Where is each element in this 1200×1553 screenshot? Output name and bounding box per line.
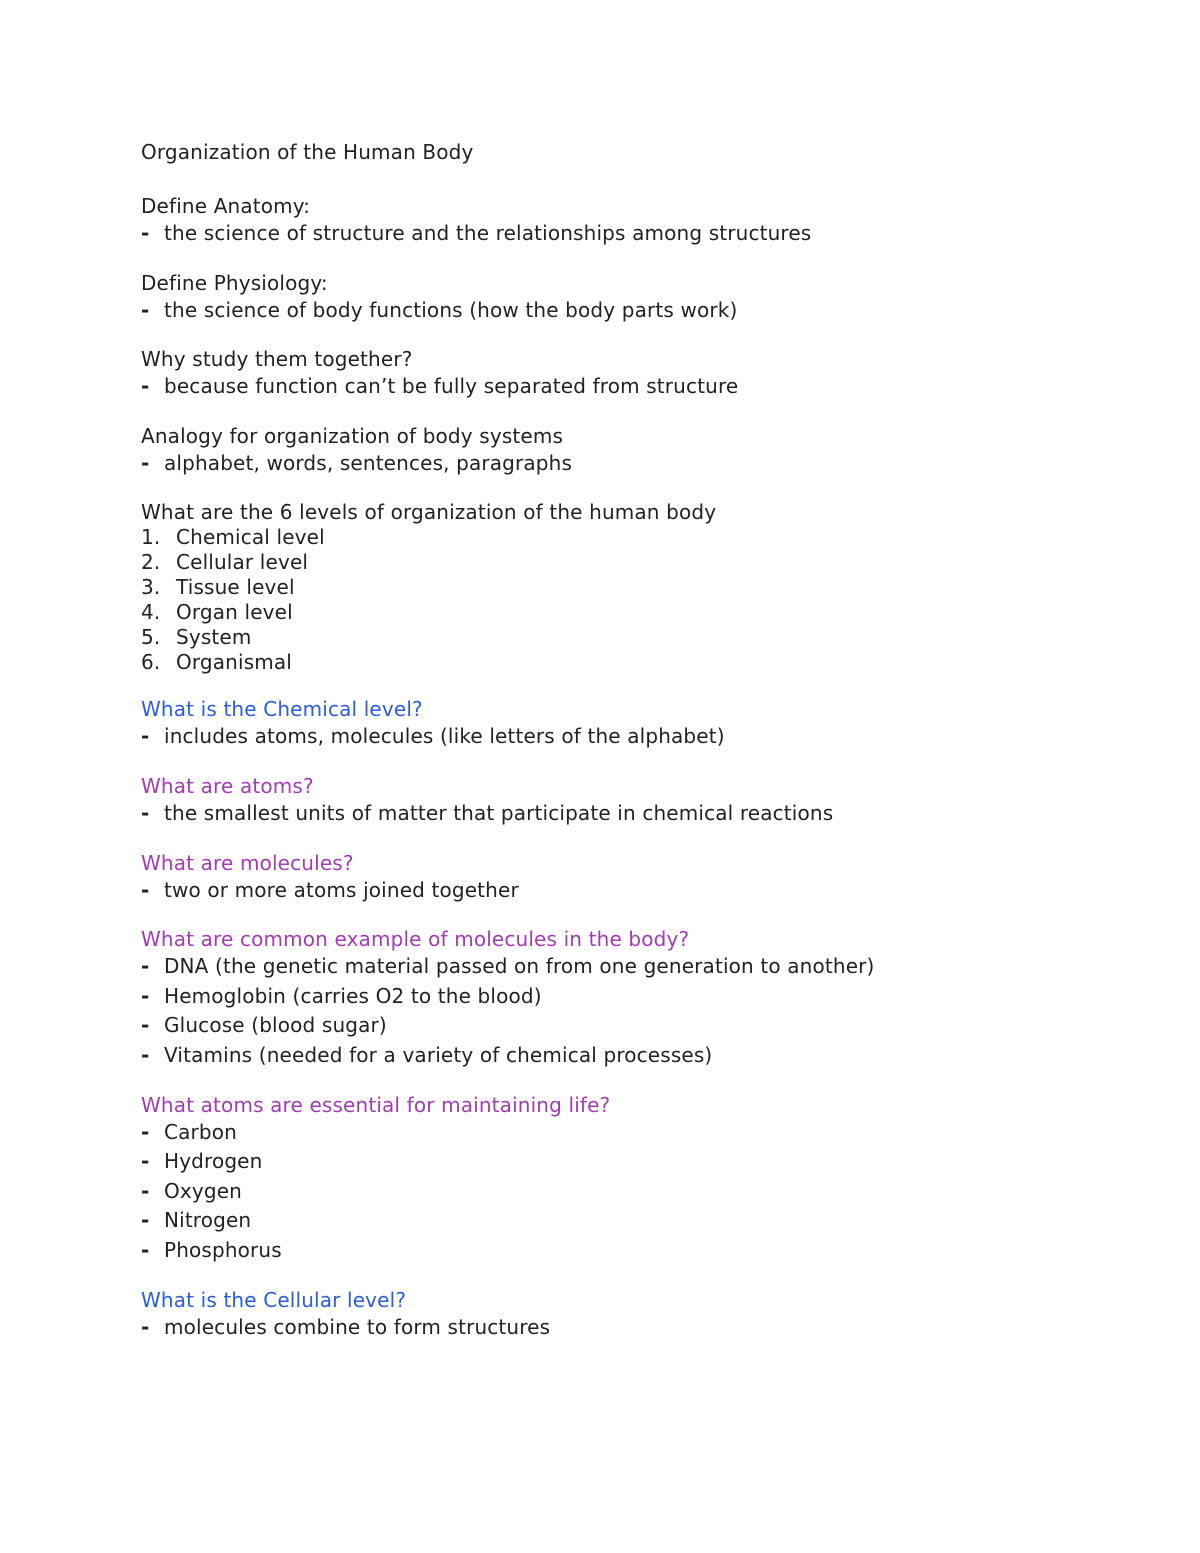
list-item [141,449,1141,479]
list-item [141,982,1141,1012]
level-item [141,650,1141,675]
list-item [141,1206,1141,1236]
list-item [141,876,1141,906]
list-item-text: because function can’t be fully separated from structure [164,374,739,399]
qa-section [141,1288,1141,1343]
list-item-text: the smallest units of matter that participate in chemical reactions [164,800,834,825]
level-text: System [176,625,252,650]
dash-bullet: - [141,1013,150,1038]
level-item [141,525,1141,550]
dash-bullet: - [141,297,150,322]
section-question: Define Anatomy: [141,194,311,218]
level-number: 3. [141,575,161,600]
list-item [141,1177,1141,1207]
qa-section [141,927,1141,1070]
level-number: 2. [141,550,161,575]
list-item-text: Nitrogen [164,1208,252,1233]
list-item-text: includes atoms, molecules (like letters of the alphabet) [164,724,725,749]
list-item-text: molecules combine to form structures [164,1314,551,1339]
level-number: 6. [141,650,161,675]
dash-bullet: - [141,724,150,749]
dash-bullet: - [141,374,150,399]
list-item-text: Carbon [164,1119,237,1144]
dash-bullet: - [141,1237,150,1262]
dash-bullet: - [141,877,150,902]
list-item-text: Phosphorus [164,1237,282,1262]
list-item-text: two or more atoms joined together [164,877,519,902]
list-item [141,1041,1141,1071]
level-text: Organismal [176,650,293,675]
section-question: What are common example of molecules in the body? [141,927,690,952]
dash-bullet: - [141,1119,150,1144]
list-item [141,1011,1141,1041]
section-question: What is the Cellular level? [141,1287,407,1312]
dash-bullet: - [141,1178,150,1203]
dash-bullet: - [141,1042,150,1067]
level-item [141,550,1141,575]
dash-bullet: - [141,800,150,825]
section-question: What is the Chemical level? [141,697,423,722]
list-item [141,219,1141,249]
list-item [141,372,1141,402]
qa-section [141,271,1141,326]
list-item [141,1313,1141,1343]
level-number: 5. [141,625,161,650]
list-item-text: DNA (the genetic material passed on from one generation to another) [164,954,875,979]
level-item [141,600,1141,625]
list-item [141,722,1141,752]
list-item-text: Glucose (blood sugar) [164,1013,387,1038]
list-item [141,952,1141,982]
levels-question: What are the 6 levels of organization of the human body [141,500,717,525]
chemical-block [141,697,1141,1342]
section-question: Analogy for organization of body systems [141,423,564,448]
list-item [141,799,1141,829]
document-page [141,140,1141,1364]
dash-bullet: - [141,1208,150,1233]
dash-bullet: - [141,983,150,1008]
dash-bullet: - [141,1314,150,1339]
level-item [141,625,1141,650]
dash-bullet: - [141,221,150,245]
dash-bullet: - [141,1149,150,1174]
document-title: Organization of the Human Body [141,140,474,164]
level-text: Cellular level [176,550,309,575]
list-item [141,1236,1141,1266]
list-item-text: Hydrogen [164,1149,263,1174]
section-question: What atoms are essential for maintaining life? [141,1092,611,1117]
definitions-block [141,194,1141,478]
level-text: Chemical level [176,525,325,550]
qa-section [141,774,1141,829]
list-item-text: Oxygen [164,1178,242,1203]
level-number: 1. [141,525,161,550]
qa-section [141,194,1141,249]
levels-section [141,500,1141,675]
section-question: What are atoms? [141,773,314,798]
level-text: Organ level [176,600,293,625]
qa-section [141,347,1141,402]
section-question: Define Physiology: [141,270,328,295]
dash-bullet: - [141,450,150,475]
level-item [141,575,1141,600]
qa-section [141,697,1141,752]
list-item [141,296,1141,326]
list-item-text: the science of structure and the relationships among structures [164,221,812,245]
level-text: Tissue level [176,575,295,600]
section-question: What are molecules? [141,850,354,875]
section-question: Why study them together? [141,347,413,372]
list-item-text: the science of body functions (how the body parts work) [164,297,738,322]
qa-section [141,424,1141,479]
list-item-text: Vitamins (needed for a variety of chemical processes) [164,1042,713,1067]
list-item [141,1147,1141,1177]
levels-list [141,525,1141,675]
qa-section [141,851,1141,906]
list-item-text: Hemoglobin (carries O2 to the blood) [164,983,542,1008]
dash-bullet: - [141,954,150,979]
list-item-text: alphabet, words, sentences, paragraphs [164,450,573,475]
level-number: 4. [141,600,161,625]
list-item [141,1118,1141,1148]
qa-section [141,1093,1141,1266]
